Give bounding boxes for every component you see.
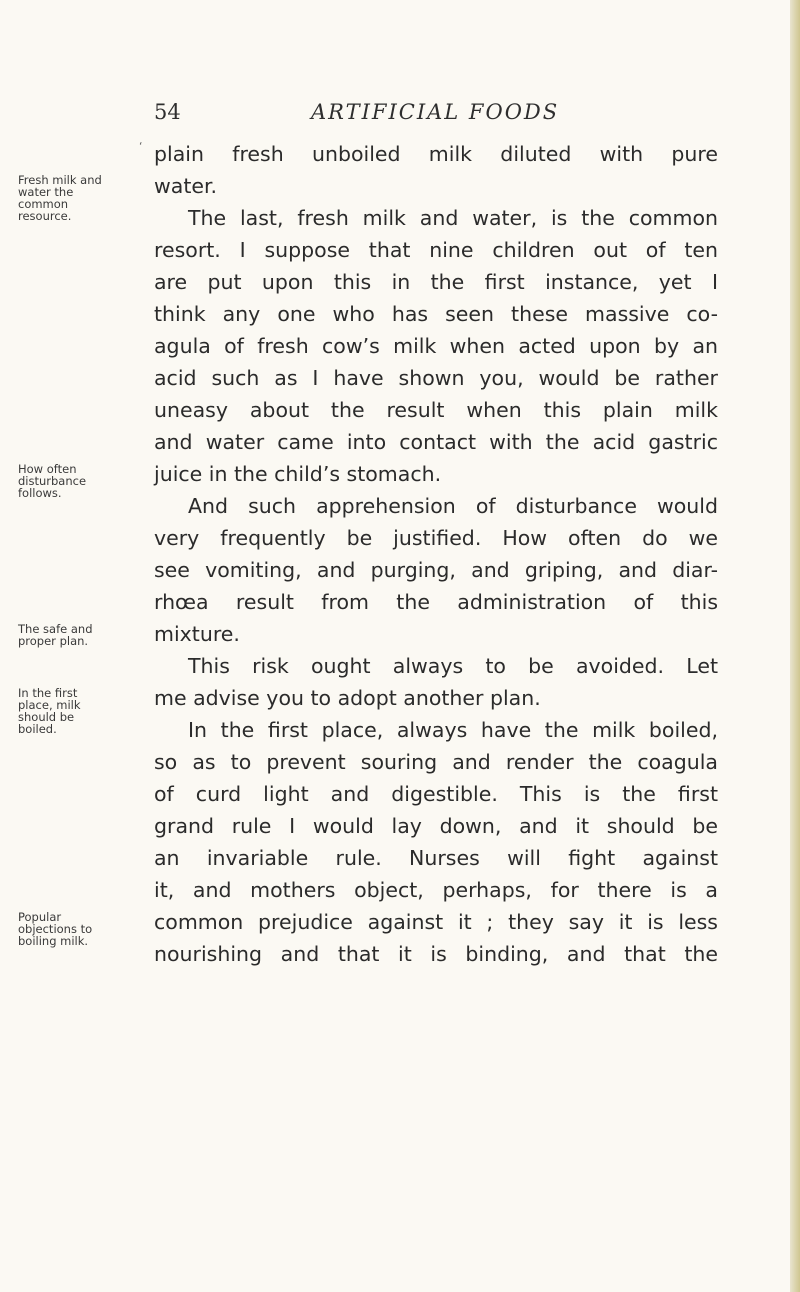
text-line: resort. I suppose that nine children out of ten — [154, 238, 718, 262]
text-line: very frequently be justified. How often do we — [154, 526, 718, 550]
text-line: think any one who has seen these massive co- — [154, 302, 718, 326]
paragraph — [154, 138, 718, 202]
text-line: of curd light and digestible. This is the first — [154, 782, 718, 806]
text-line: common prejudice against it ; they say it is less — [154, 910, 718, 934]
text-line: mixture. — [154, 622, 240, 646]
text-line: rhœa result from the administration of this — [154, 590, 718, 614]
margin-note-boil-milk: In the first place, milk should be boiled. — [18, 686, 81, 736]
page-edge — [790, 0, 800, 1292]
paragraph — [154, 202, 718, 490]
text-line: water. — [154, 174, 218, 198]
text-line: And such apprehension of disturbance would — [188, 494, 718, 518]
page-header — [154, 100, 674, 132]
text-line: plain fresh unboiled milk diluted with pure — [154, 142, 718, 166]
text-line: see vomiting, and purging, and griping, and diar- — [154, 558, 718, 582]
text-line: so as to prevent souring and render the coagula — [154, 750, 718, 774]
text-line: are put upon this in the first instance, yet I — [154, 270, 718, 294]
paragraph — [154, 650, 718, 714]
text-line: me advise you to adopt another plan. — [154, 686, 541, 710]
text-line: acid such as I have shown you, would be rather — [154, 366, 718, 390]
page-number: 54 — [154, 100, 181, 124]
margin-note-disturbance: How often disturbance follows. — [18, 462, 87, 500]
text-line: In the first place, always have the milk boiled, — [188, 718, 718, 742]
text-line: an invariable rule. Nurses will fight against — [154, 846, 718, 870]
text-line: it, and mothers object, perhaps, for there is a — [154, 878, 718, 902]
paragraph — [154, 490, 718, 650]
text-line: uneasy about the result when this plain milk — [154, 398, 718, 422]
text-line: grand rule I would lay down, and it should be — [154, 814, 718, 838]
margin-note-objections: Popular objections to boiling milk. — [18, 910, 93, 948]
text-line: and water came into contact with the acid gastric — [154, 430, 718, 454]
stray-mark: ‘ — [139, 140, 143, 153]
text-line: The last, fresh milk and water, is the common — [188, 206, 718, 230]
body-text — [154, 138, 718, 970]
text-line: juice in the child’s stomach. — [154, 462, 442, 486]
text-line: agula of fresh cow’s milk when acted upon by an — [154, 334, 718, 358]
text-line: nourishing and that it is binding, and that the — [154, 942, 718, 966]
margin-note-safe-plan: The safe and proper plan. — [18, 622, 93, 648]
paragraph — [154, 714, 718, 970]
text-line: This risk ought always to be avoided. Let — [188, 654, 718, 678]
running-title: ARTIFICIAL FOODS — [311, 100, 560, 124]
margin-note-fresh-milk: Fresh milk and water the common resource. — [18, 173, 102, 223]
